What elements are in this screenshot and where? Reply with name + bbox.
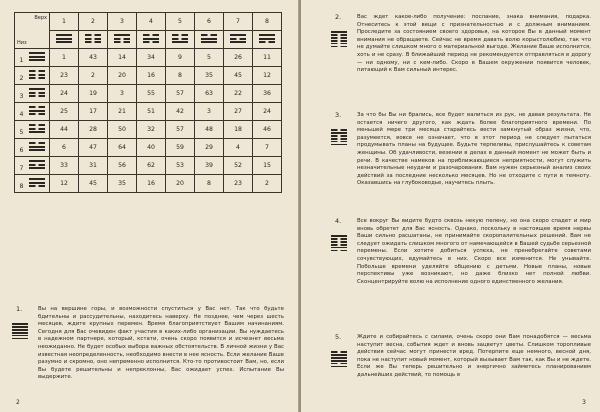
table-cell: 11 [253,49,282,67]
table-cell: 5 [195,49,224,67]
table-row [15,103,282,121]
table-row [15,49,282,67]
row-number: 7 [19,165,24,172]
row-header [15,49,50,67]
table-cell: 35 [108,175,137,193]
table-cell: 7 [253,139,282,157]
entry-2 [335,13,591,75]
table-cell: 23 [50,67,79,85]
table-cell: 3 [195,103,224,121]
trigram-icon [29,87,45,99]
table-cell: 52 [224,157,253,175]
hexagram-icon [331,350,347,369]
entry-number: 4. [335,217,342,225]
hexagram-lookup-table [14,12,282,193]
entry-text: Все вокруг Вы видите будто сквозь некую пелену, но она скоро спадет и мир вновь обретет для Вас ясность. Однако, поскольку в настоящее время нервы Ваши сильно расшатаны, не принимайте скоропалительных решений. Вам не следует ожидать слишком многого от намечающейся в Вашей судьбе серьезной перемены. Если хотите добиться успеха, не пренебрегайте советами сочувствующих, вдумайтесь в них. Скоро все изменится. Не унывайте. Побольше времени уделяйте общению с детьми. Новые планы, новые перспективы уже возникают, но даже близко нет полной любви. Сконцентрируйте волю на исполнение одного единственного желания. [357,218,591,285]
row-number: 3 [19,93,24,100]
column-number: 3 [108,13,137,31]
table-cell: 4 [224,139,253,157]
table-cell: 9 [166,49,195,67]
page-number-right: 3 [582,399,586,406]
entry-4 [335,217,591,286]
hexagram-icon [331,128,347,147]
table-cell: 45 [79,175,108,193]
trigram-icon [85,33,101,45]
entry-3 [335,111,591,188]
trigram-icon [143,33,159,45]
column-number: 6 [195,13,224,31]
table-cell: 40 [137,139,166,157]
row-number: 4 [19,111,24,118]
table-cell: 12 [50,175,79,193]
row-number: 6 [19,147,24,154]
corner-label-top: Верх [34,15,47,21]
row-header [15,67,50,85]
corner-label-bottom: Низ [17,40,27,46]
table-cell: 8 [195,175,224,193]
table-cell: 28 [79,121,108,139]
column-trigram [195,31,224,49]
table-cell: 29 [195,139,224,157]
table-cell: 20 [166,175,195,193]
table-cell: 46 [253,121,282,139]
column-trigram [224,31,253,49]
table-cell: 31 [79,157,108,175]
table-cell: 63 [195,85,224,103]
table-cell: 22 [224,85,253,103]
hexagram-icon [331,30,347,49]
table-cell: 45 [224,67,253,85]
table-row [15,175,282,193]
table-cell: 34 [137,49,166,67]
table-cell: 48 [195,121,224,139]
left-page [0,0,299,412]
table-cell: 1 [50,49,79,67]
table-cell: 17 [79,103,108,121]
table-cell: 12 [253,67,282,85]
table-cell: 47 [79,139,108,157]
table-cell: 18 [224,121,253,139]
row-header [15,175,50,193]
table-cell: 35 [195,67,224,85]
entry-number: 5. [335,333,342,341]
entry-text: Вы на вершине горы, и возможности спуститься у Вас нет. Так что будьте бдительны и рассудительны, находитесь наверху. Не позднее, чем через шесть месяцев, ждите крупных перемен. Время благоприятствует Вашим начинаниям. Сегодня для Вас очевиден факт участия в каких-либо организации. Вы нуждаетесь в надежном партнере, который, кстати, очень скоро появится и исчезнет весьма неожиданно. Не будет особых выбора важных обстоятельств. В личной жизни у Вас известная неопределенность, необходимо внести в нее ясность. Если желание Ваше разумно и скромно, оно непременно исполнится. Кто-то противостоит Вам, но, если Вы будете решительны и непреклонны, Вас ожидает успех. Испытание Вы выдержите. [38,306,284,381]
column-number-row [15,13,282,31]
table-cell: 24 [253,103,282,121]
trigram-icon [29,69,45,81]
table-cell: 56 [108,157,137,175]
row-number: 8 [19,183,24,190]
table-cell: 16 [137,175,166,193]
table-cell: 6 [50,139,79,157]
table-cell: 55 [137,85,166,103]
trigram-icon [29,105,45,117]
trigram-icon [56,33,72,45]
table-cell: 16 [137,67,166,85]
column-number: 5 [166,13,195,31]
trigram-icon [29,141,45,153]
entry-number: 1. [16,305,23,313]
trigram-icon [230,33,246,45]
page-number-left: 2 [16,399,20,406]
entry-text: Вас ждет какое-либо получение: послание, знака внимания, подарка. Отнеситесь к этой вещи с признательностью и с должным вниманием. Проследите за состоянием своего здоровья, на которое Вы в данный момент внимания не обращаете. Сейчас не время давать волю корыстолюбию, так что не думайте слишком много о материальной выгоде. Желание Ваше исполнится, хоть и не сразу. В ближайший период не рекомендуется отправляться в дорогу — ни одному, ни с кем-либо. Скоро в Вашем окружении появится человек, питающий к Вам сильный интерес. [357,14,591,74]
trigram-icon [29,123,45,135]
table-cell: 27 [224,103,253,121]
table-cell: 20 [108,67,137,85]
trigram-icon [172,33,188,45]
table-cell: 23 [224,175,253,193]
column-trigram [137,31,166,49]
table-cell: 32 [137,121,166,139]
table-cell: 36 [253,85,282,103]
column-number: 4 [137,13,166,31]
table-corner [15,13,50,49]
hexagram-icon [12,322,28,341]
table-cell: 2 [253,175,282,193]
column-trigram [79,31,108,49]
table-cell: 39 [195,157,224,175]
trigram-icon [259,33,275,45]
table-cell: 64 [108,139,137,157]
entry-number: 2. [335,13,342,21]
row-header [15,103,50,121]
table-cell: 43 [79,49,108,67]
column-number: 7 [224,13,253,31]
trigram-icon [29,159,45,171]
row-number: 1 [19,57,24,64]
trigram-icon [29,51,45,63]
entry-1 [16,305,284,382]
table-cell: 53 [166,157,195,175]
row-header [15,121,50,139]
table-cell: 3 [108,85,137,103]
table-row [15,157,282,175]
row-number: 5 [19,129,24,136]
table-cell: 42 [166,103,195,121]
trigram-icon [29,177,45,189]
table-cell: 25 [50,103,79,121]
table-cell: 44 [50,121,79,139]
row-header [15,157,50,175]
column-number: 8 [253,13,282,31]
entry-5 [335,333,591,380]
table-cell: 59 [166,139,195,157]
column-trigram [253,31,282,49]
table-row [15,85,282,103]
right-page [301,0,600,412]
table-row [15,67,282,85]
table-row [15,121,282,139]
entry-text: За что бы Вы ни брались, все будет валиться из рук, не давая результата. Не остается ничего другого, как ждать более благоприятного времени. По меньшей мере три месяца старайтесь вести замкнутый образ жизни, что, разумеется, вовсе не означает, что в этот период не следует пытаться продумывать планы на будущее. Будьте терпеливы, прислушайтесь к советам женщины. Об удачливости, везении в делах в данный момент не может быть и речи. В качестве намеков на приближающиеся неприятности, могут служить незначительные неудачи и разочарования. Вам нужен серьезный анализ своих действий за последние несколько месяцев. Но не отходите с пути в темноту. Оказавшись на глубоководье, научитесь плыть. [357,112,591,187]
entry-number: 3. [335,111,342,119]
table-cell: 2 [79,67,108,85]
hexagram-icon [331,234,347,253]
column-number: 1 [50,13,79,31]
table-cell: 33 [50,157,79,175]
row-number: 2 [19,75,24,82]
column-trigram [50,31,79,49]
row-header [15,139,50,157]
trigram-icon [114,33,130,45]
column-trigram [108,31,137,49]
table-cell: 57 [166,121,195,139]
column-number: 2 [79,13,108,31]
table-cell: 51 [137,103,166,121]
table-cell: 21 [108,103,137,121]
table-cell: 14 [108,49,137,67]
table-cell: 19 [79,85,108,103]
entry-text: Ждите и собирайтесь с силами, очень скоро они Вам понадобятся — весьма наступит весна, события ждет и вновь зацветут цветы. Слишком торопливые действия сейчас могут принести вред. Потерпите еще немного, весной дня, пока не наступит новый момент, который вызывает Вам так, как Вы и не ждете. Если же Вы теперь решительно и энергично займетесь планированием дальнейших действий, то помощь в [357,334,591,378]
table-row [15,139,282,157]
column-trigram-row [15,31,282,49]
table-cell: 15 [253,157,282,175]
table-cell: 57 [166,85,195,103]
trigram-icon [201,33,217,45]
column-trigram [166,31,195,49]
row-header [15,85,50,103]
table-cell: 26 [224,49,253,67]
table-cell: 62 [137,157,166,175]
table-cell: 50 [108,121,137,139]
table-cell: 24 [50,85,79,103]
table-cell: 8 [166,67,195,85]
